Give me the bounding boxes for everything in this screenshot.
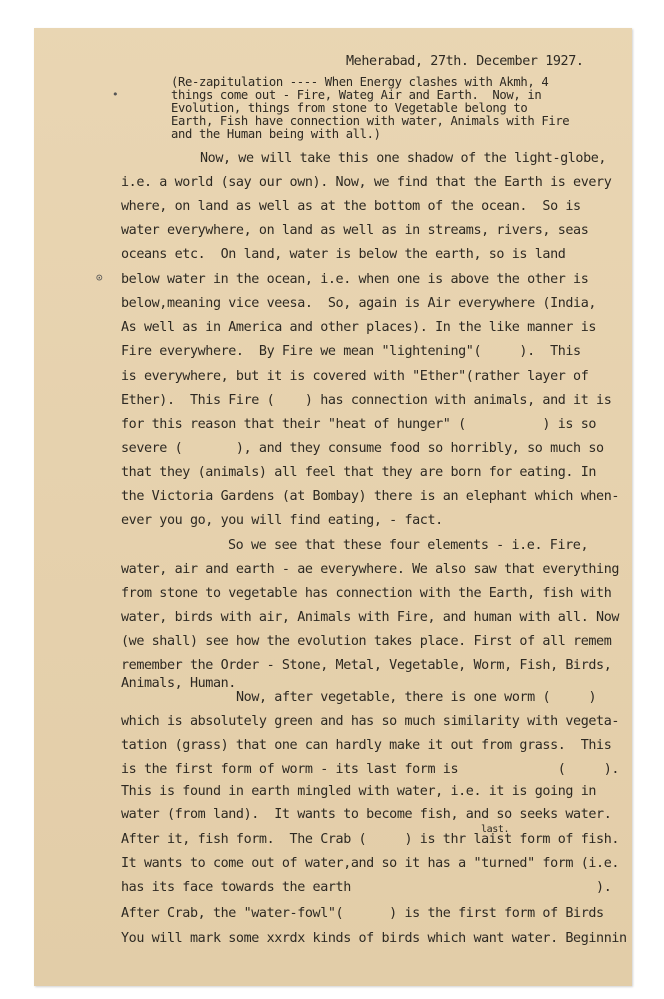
body-line-21: (we shall) see how the evolution takes place. First of all remem [121,634,612,649]
body-line-31: It wants to come out of water,and so it has a "turned" form (i.e. [121,856,620,871]
body-line-18: water, air and earth - ae everywhere. We also saw that everything [121,562,620,577]
margin-dot-mark: • [112,88,119,101]
body-line-22: remember the Order - Stone, Metal, Vegetable, Worm, Fish, Birds, [121,658,612,673]
body-line-13: severe ( ), and they consume food so horribly, so much so [121,441,604,456]
body-line-19: from stone to vegetable has connection with the Earth, fish with [121,586,612,601]
body-line-16: ever you go, you will find eating, - fact. [121,513,443,528]
body-line-24: Now, after vegetable, there is one worm ( ) [236,690,597,705]
margin-scribble-mark: ⊙ [96,271,103,284]
body-line-17: So we see that these four elements - i.e. Fire, [228,538,589,553]
body-line-14: that they (animals) all feel that they are born for eating. In [121,465,597,480]
body-line-20: water, birds with air, Animals with Fire, and human with all. Now [121,610,620,625]
body-line-10: is everywhere, but it is covered with "Ether"(rather layer of [121,369,589,384]
body-line-15: the Victoria Gardens (at Bombay) there is an elephant which when- [121,489,620,504]
body-line-7: below,meaning vice veesa. So, again is Air everywhere (India, [121,296,597,311]
recap-line-1: (Re-zapitulation ---- When Energy clashes with Akmh, 4 [171,75,549,89]
body-line-8: As well as in America and other places). In the like manner is [121,320,597,335]
body-line-26: tation (grass) that one can hardly make it out from grass. This [121,738,612,753]
body-line-11: Ether). This Fire ( ) has connection with animals, and it is [121,393,612,408]
body-line-1: Now, we will take this one shadow of the light-globe, [200,151,607,166]
body-line-34: You will mark some xxrdx kinds of birds which want water. Beginnin [121,931,627,946]
body-line-5: oceans etc. On land, water is below the earth, so is land [121,247,566,262]
body-line-12: for this reason that their "heat of hunger" ( ) is so [121,417,597,432]
body-line-30: After it, fish form. The Crab ( ) is thr laist form of fish. [121,832,620,847]
body-line-3: where, on land as well as at the bottom of the ocean. So is [121,199,581,214]
body-line-23: Animals, Human. [121,676,236,691]
recap-line-4: Earth, Fish have connection with water, Animals with Fire [171,114,570,128]
body-line-33: After Crab, the "water-fowl"( ) is the first form of Birds [121,906,604,921]
body-line-9: Fire everywhere. By Fire we mean "lightening"( ). This [121,344,581,359]
body-line-4: water everywhere, on land as well as in streams, rivers, seas [121,223,589,238]
body-line-32: has its face towards the earth ). [121,880,612,895]
recap-line-3: Evolution, things from stone to Vegetable belong to [171,101,528,115]
body-line-27: is the first form of worm - its last form is ( ). [121,762,620,777]
interlinear-last-note: last. [481,824,510,835]
body-line-29: water (from land). It wants to become fish, and so seeks water. [121,807,612,822]
recap-line-5: and the Human being with all.) [171,127,381,141]
body-line-28: This is found in earth mingled with water, i.e. it is going in [121,784,597,799]
body-line-25: which is absolutely green and has so much similarity with vegeta- [121,714,620,729]
dateline: Meherabad, 27th. December 1927. [346,54,584,69]
body-line-6: below water in the ocean, i.e. when one is above the other is [121,272,589,287]
recap-line-2: things come out - Fire, Wateg Air and Earth. Now, in [171,88,542,102]
typed-page [34,28,632,986]
body-line-2: i.e. a world (say our own). Now, we find that the Earth is every [121,175,612,190]
